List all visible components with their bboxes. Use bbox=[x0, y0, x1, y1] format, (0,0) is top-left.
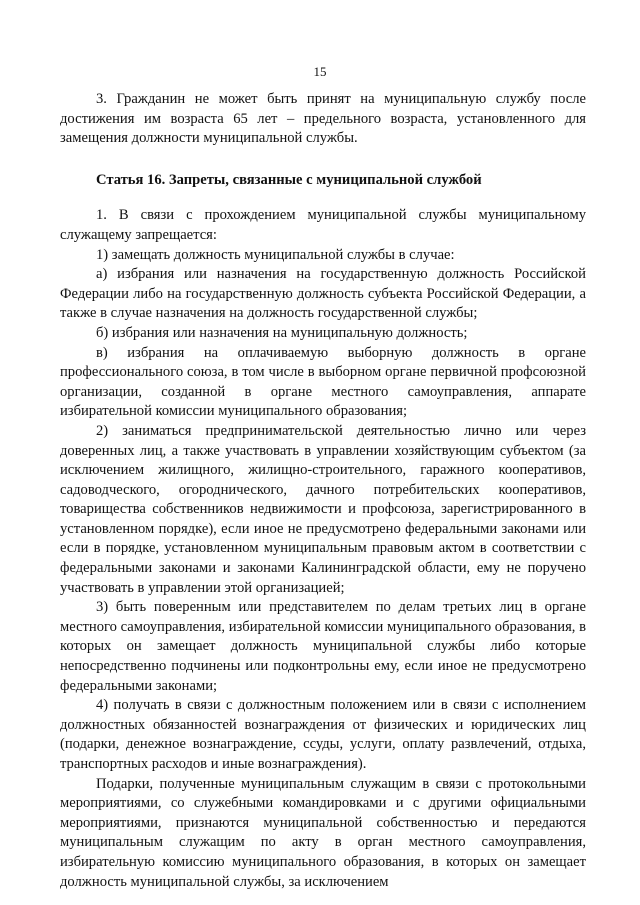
paragraph: 4) получать в связи с должностным положением или в связи с исполнением должностных обязанностей вознаграждения от физических и юридических лиц (подарки, денежное вознаграждение, ссуды, услуги, оплату развлечений, отдыха, транспортных расходов и иные вознаграждения). bbox=[60, 697, 586, 772]
paragraph: б) избрания или назначения на муниципальную должность; bbox=[96, 324, 468, 341]
paragraph: Подарки, полученные муниципальным служащим в связи с протокольными мероприятиями, со служебными командировками и с другими официальными мероприятиями, признаются муниципальной собственностью и передаются муниципальным служащим по акту в орган местного самоуправления, избирательную комиссию муниципального образования, в которых он замещает должность муниципальной службы, за исключением bbox=[60, 775, 586, 890]
document-body bbox=[60, 90, 586, 892]
paragraph-age-limit: 3. Гражданин не может быть принят на муниципальную службу после достижения им возраста 65 лет – предельного возраста, установленного для замещения должности муниципальной службы. bbox=[60, 91, 586, 147]
paragraph: в) избрания на оплачиваемую выборную должность в органе профессионального союза, в том числе в выборном органе первичной профсоюзной организации, созданной в органе местного самоуправления, аппарате избирательной комиссии муниципального образования; bbox=[60, 344, 586, 420]
page-number: 15 bbox=[313, 64, 327, 79]
paragraph: 1) замещать должность муниципальной службы в случае: bbox=[96, 246, 455, 263]
paragraph: 1. В связи с прохождением муниципальной службы муниципальному служащему запрещается: bbox=[60, 207, 586, 243]
paragraph: 2) заниматься предпринимательской деятельностью лично или через доверенных лиц, а также участвовать в управлении хозяйствующим субъектом (за исключением жилищного, жилищно-строительного, гаражного кооперативов, садоводческого, огороднического, дачного потребительских кооперативов, товарищества собственников недвижимости и профсоюза, зарегистрированного в установленном порядке), если иное не предусмотрено федеральными законами или если в порядке, установленном муниципальным правовым актом в соответствии с федеральными законами и законами Калининградской области, ему не поручено участвовать в управлении этой организацией; bbox=[60, 422, 586, 596]
paragraph: а) избрания или назначения на государственную должность Российской Федерации либо на государственную должность субъекта Российской Федерации, а также в случае назначения на должность государственной службы; bbox=[60, 266, 586, 322]
paragraph: 3) быть поверенным или представителем по делам третьих лиц в органе местного самоуправления, избирательной комиссии муниципального образования, в которых он замещает должность муниципальной службы либо которые непосредственно подчинены или подконтрольны ему, если иное не предусмотрено федеральными законами; bbox=[60, 599, 586, 694]
article-title: Статья 16. Запреты, связанные с муниципальной службой bbox=[96, 171, 482, 188]
